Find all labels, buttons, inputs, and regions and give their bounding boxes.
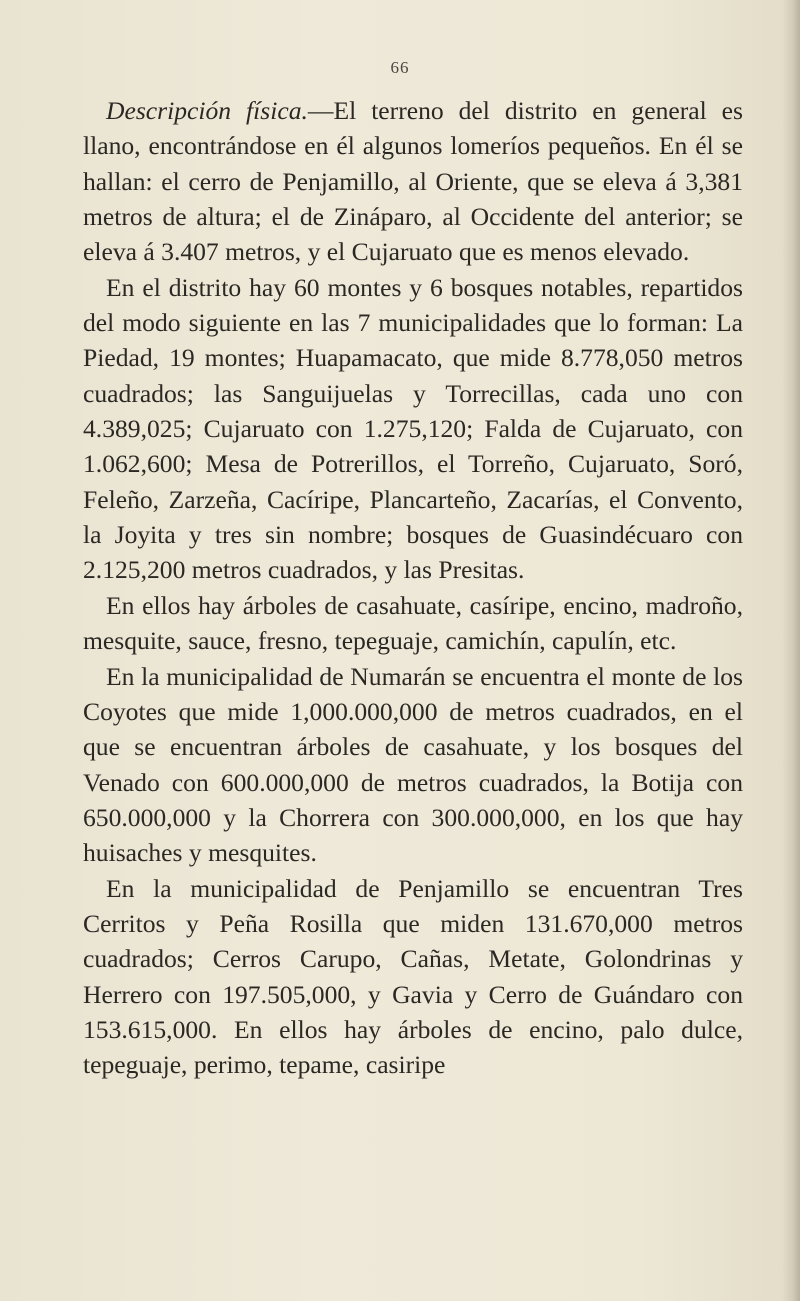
section-lead-heading: Descripción física. (106, 96, 308, 125)
paragraph-trees: En ellos hay árboles de casahuate, casíripe, encino, madroño, mesquite, sauce, fresno, tepeguaje, camichín, capulín, etc. (83, 590, 743, 656)
page-number: 66 (390, 58, 410, 77)
page-edge-shadow (782, 0, 800, 1301)
paragraph-penjamillo: En la municipalidad de Penjamillo se encuentran Tres Cerritos y Peña Rosilla que miden 131.670,000 metros cuadrados; Cerros Carupo, Cañas, Metate, Golondrinas y Herrero con 197.505,000, y Gavia y Cerro de Guándaro con 153.615,000. En ellos hay árboles de encino, palo dulce, tepeguaje, perimo, tepame, casiripe (83, 873, 743, 1080)
body-text (83, 93, 743, 1083)
paragraph-physical-description (83, 93, 743, 270)
paragraph-text: —El terreno del distrito en general es llano, encontrándose en él algunos lomeríos pequeños. En él se hallan: el cerro de Penjamillo, al Oriente, que se eleva á 3,381 metros de altura; el de Zináparo, al Occidente del anterior; se eleva á 3.407 metros, y el Cujaruato que es menos elevado. (83, 96, 743, 267)
paragraph-numaran: En la municipalidad de Numarán se encuentra el monte de los Coyotes que mide 1,000.000,000 de metros cuadrados, en el que se encuentran árboles de casahuate, y los bosques del Venado con 600.000,000 de metros cuadrados, la Botija con 650.000,000 y la Chorrera con 300.000,000, en los que hay huisaches y mesquites. (83, 661, 743, 868)
paragraph-forests: En el distrito hay 60 montes y 6 bosques notables, repartidos del modo siguiente en las 7 municipalidades que lo forman: La Piedad, 19 montes; Huapamacato, que mide 8.778,050 metros cuadrados; las Sanguijuelas y Torrecillas, cada uno con 4.389,025; Cujaruato con 1.275,120; Falda de Cujaruato, con 1.062,600; Mesa de Potrerillos, el Torreño, Cujaruato, Soró, Feleño, Zarzeña, Cacíripe, Plancarteño, Zacarías, el Convento, la Joyita y tres sin nombre; bosques de Guasindécuaro con 2.125,200 metros cuadrados, y las Presitas. (83, 272, 743, 585)
